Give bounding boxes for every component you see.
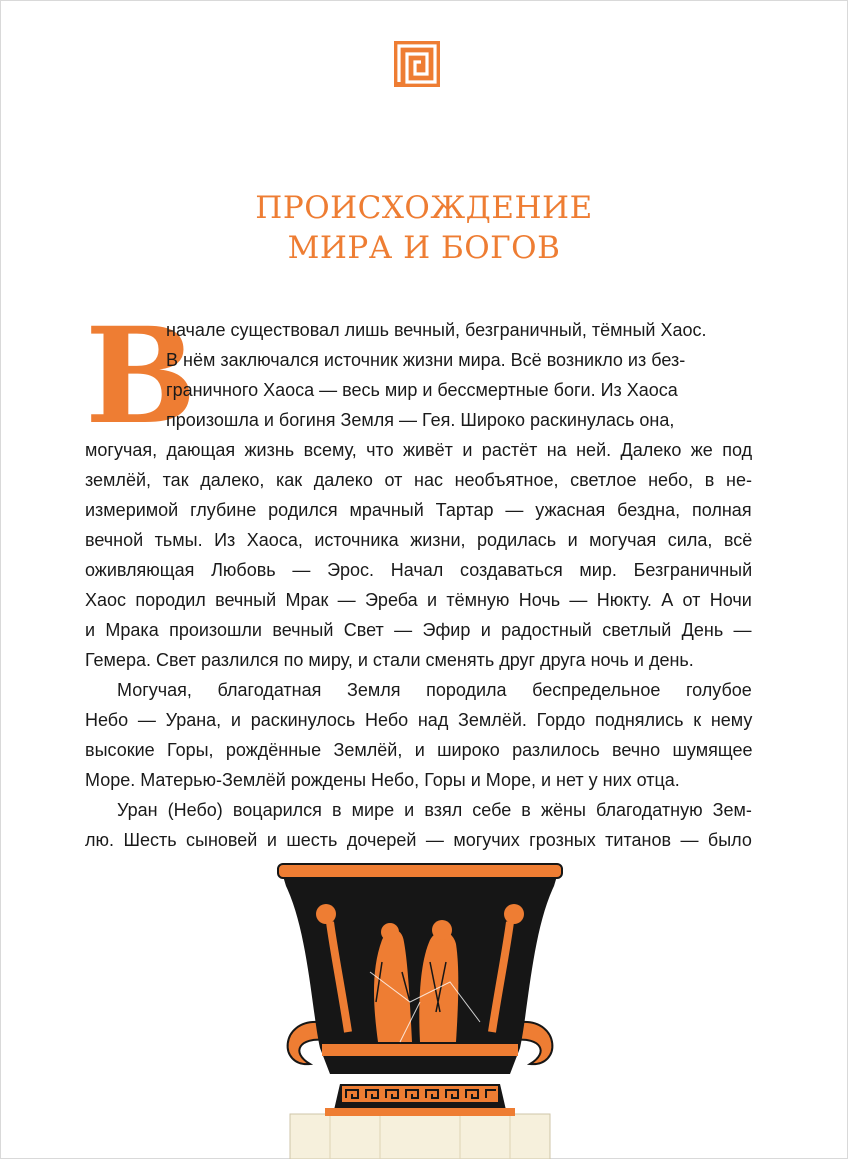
text-line: произошла и богиня Земля — Гея. Широко раскинулась она, <box>166 410 675 430</box>
text-line: и Мрака произошли вечный Свет — Эфир и радостный светлый День — <box>85 620 752 640</box>
text-line: Уран (Небо) воцарился в мире и взял себе в жёны благодатную Зем- <box>117 800 752 820</box>
greek-krater-vase <box>270 852 570 1159</box>
text-line: Небо — Урана, и раскинулось Небо над Землёй. Гордо поднялись к нему <box>85 710 753 730</box>
text-line: оживляющая Любовь — Эрос. Начал создаваться мир. Безграничный <box>85 560 753 580</box>
text-line: вечной тьмы. Из Хаоса, источника жизни, родилась и могучая сила, всё <box>85 530 753 550</box>
text-line: лю. Шесть сыновей и шесть дочерей — могучих грозных титанов — было <box>85 830 752 850</box>
page-title <box>0 188 848 268</box>
text-line: могучая, дающая жизнь всему, что живёт и растёт на ней. Далеко же под <box>85 440 753 460</box>
title-line-1: ПРОИСХОЖДЕНИЕ <box>255 190 593 226</box>
text-line: высокие Горы, рождённые Землёй, и широко разлилось вечно шумящее <box>85 740 753 760</box>
drop-cap-letter: В <box>85 299 197 454</box>
text-line: Могучая, благодатная Земля породила беспредельное голубое <box>117 680 752 700</box>
text-line: измеримой глубине родился мрачный Тартар — ужасная бездна, полная <box>85 500 752 520</box>
text-line: граничного Хаоса — весь мир и бессмертные боги. Из Хаоса <box>166 380 678 400</box>
text-line: Море. Матерью-Землёй рождены Небо, Горы и Море, и нет у них отца. <box>85 770 680 790</box>
text-line: Хаос породил вечный Мрак — Эреба и тёмную Ночь — Нюкту. А от Ночи <box>85 590 752 610</box>
text-line: начале существовал лишь вечный, безграничный, тёмный Хаос. <box>166 320 707 340</box>
text-line: землёй, так далеко, как далеко от нас необъятное, светлое небо, в не- <box>85 470 752 490</box>
greek-key-logo-icon <box>394 41 440 87</box>
text-line: Гемера. Свет разлился по миру, и стали сменять друг друга ночь и день. <box>85 650 694 670</box>
text-line: В нём заключался источник жизни мира. Всё возникло из без- <box>166 350 686 370</box>
title-line-2: МИРА И БОГОВ <box>287 230 561 266</box>
drop-cap <box>85 299 197 454</box>
